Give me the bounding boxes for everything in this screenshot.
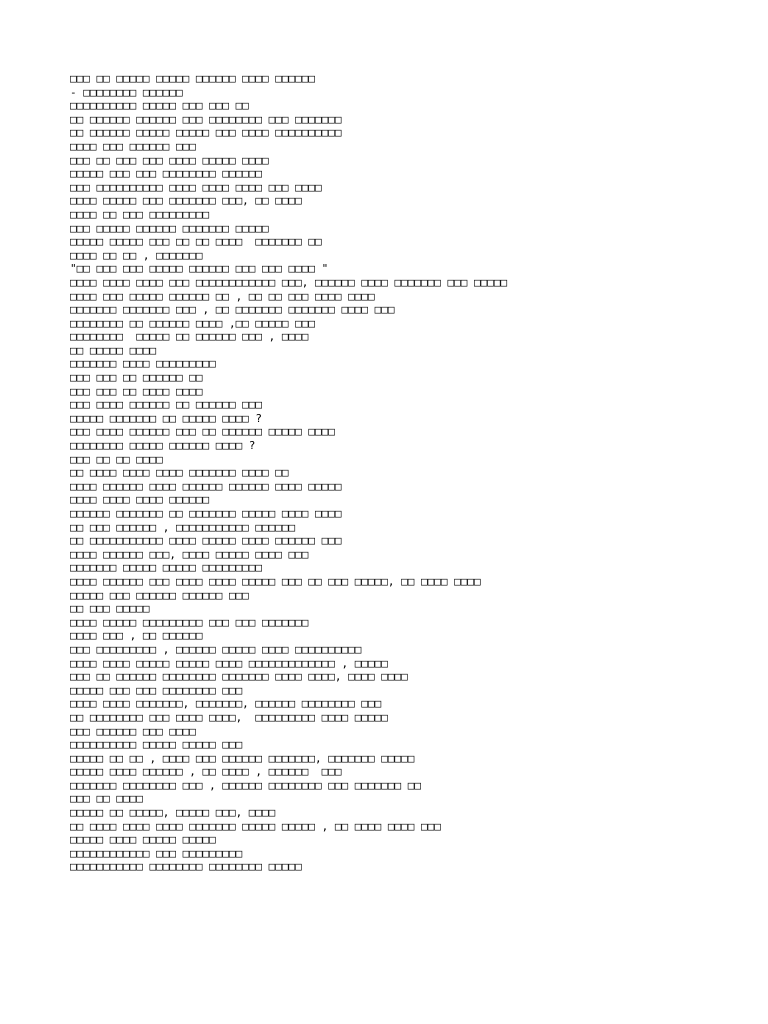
text-line: □□□□ □□□ □□□□□ □□□□□□ □□ , □□ □□ □□□ □□□□ □□□□	[70, 289, 375, 303]
text-line: □□□□ □□□ □□□□□□ □□□	[70, 139, 196, 153]
text-line: □□□□ □□□□□□ □□□ □□□□ □□□□ □□□□□ □□□ □□ □□□ □□□□□, □□ □□□□ □□□□	[70, 574, 481, 588]
text-line: □□□□ □□□□ □□□□□ □□□□□ □□□□ □□□□□□□□□□□□□ , □□□□□	[70, 656, 388, 670]
text-line: □□□□ □□□□ □□□□ □□□□□□	[70, 493, 210, 507]
text-line: □□□ □□□□ □□□□□□ □□□ □□ □□□□□□ □□□□□ □□□□	[70, 425, 335, 439]
text-line: □□□ □□ □□□ □□□ □□□□ □□□□□ □□□□	[70, 153, 269, 167]
text-line: □□□ □□□ □□ □□□□ □□□□	[70, 384, 203, 398]
text-line: □□□□□ □□□□□□□ □□ □□□□□ □□□□ ?	[70, 411, 263, 425]
text-line: □□□□ □□□□ □□□□□□□, □□□□□□□, □□□□□□ □□□□□□□□ □□□	[70, 697, 382, 711]
text-line: □□ □□□□ □□□□ □□□□ □□□□□□□ □□□□ □□	[70, 466, 289, 480]
text-line: □□ □□□□□□ □□□□□ □□□□□ □□□ □□□□ □□□□□□□□□□	[70, 126, 342, 140]
text-line: □□□ □□□□□ □□□□□□ □□□□□□□ □□□□□	[70, 221, 269, 235]
text-line: □□□ □□ □□□□□□ □□□□□□□□ □□□□□□□ □□□□ □□□□, □□□□ □□□□	[70, 670, 408, 684]
text-line: □□ □□□□□□ □□□□□□ □□□ □□□□□□□□ □□□ □□□□□□□	[70, 112, 342, 126]
text-line: □□□ □□□□ □□□□□□ □□ □□□□□□ □□□	[70, 398, 263, 412]
text-line: □□□ □□ □□ □□□□	[70, 452, 163, 466]
document-text	[70, 72, 740, 874]
text-line: □□□□ □□□ , □□ □□□□□□	[70, 629, 203, 643]
text-line: □□□□□ □□ □□□□□, □□□□□ □□□, □□□□	[70, 806, 276, 820]
text-line: □□□□ □□□□ □□□□ □□□ □□□□□□□□□□□□ □□□, □□□□□□ □□□□ □□□□□□□ □□□ □□□□□	[70, 275, 508, 289]
text-line: □□□□ □□□□□ □□□□□□□□□ □□□ □□□ □□□□□□□	[70, 615, 309, 629]
text-line: □□□□□□□□□□ □□□□□ □□□□□ □□□	[70, 738, 243, 752]
text-line: □□□ □□ □□□□	[70, 792, 143, 806]
text-line: □□□ □□□□□□ □□□ □□□□	[70, 724, 196, 738]
text-line: □□□ □□□□□□□□□ , □□□□□□ □□□□□ □□□□ □□□□□□□□□□	[70, 642, 362, 656]
text-line: □□□□□□□□□□□□ □□□ □□□□□□□□□	[70, 846, 243, 860]
text-line: □□□□ □□□□□□ □□□, □□□□ □□□□□ □□□□ □□□	[70, 547, 309, 561]
text-line: □□□□ □□□□□□ □□□□ □□□□□□ □□□□□□ □□□□ □□□□□	[70, 479, 342, 493]
text-line: □□ □□□□□□□□□□□ □□□□ □□□□□ □□□□ □□□□□□ □□□	[70, 534, 342, 548]
text-line: □□□□□□□ □□□□□□□ □□□ , □□ □□□□□□□ □□□□□□□ □□□□ □□□	[70, 303, 395, 317]
text-line: □□ □□□□ □□□□ □□□□ □□□□□□□ □□□□□ □□□□□ , □□ □□□□ □□□□ □□□	[70, 819, 441, 833]
text-line: □□□□□□□□ □□□□□ □□□□□□ □□□□ ?	[70, 439, 256, 453]
text-line: □□□□□□□ □□□□□□□□ □□□ , □□□□□□ □□□□□□□□ □□□ □□□□□□□ □□	[70, 778, 421, 792]
text-line: □□□□□ □□□□□ □□□ □□ □□ □□□□ □□□□□□□ □□	[70, 235, 322, 249]
text-line: □□ □□□ □□□□□□ , □□□□□□□□□□□ □□□□□□	[70, 520, 296, 534]
text-line: □□□□□□□□ □□□□□ □□ □□□□□□ □□□ , □□□□	[70, 330, 309, 344]
text-line: □□□□□ □□□□ □□□□□ □□□□□	[70, 833, 216, 847]
text-line: □□□□□ □□ □□ , □□□□ □□□ □□□□□□ □□□□□□□, □□□□□□□ □□□□□	[70, 751, 415, 765]
text-line: □□□□ □□ □□□ □□□□□□□□□	[70, 207, 210, 221]
text-line: □□□□□□□□□□ □□□□□ □□□ □□□ □□	[70, 99, 249, 113]
text-line: □□□ □□ □□□□□ □□□□□ □□□□□□ □□□□ □□□□□□	[70, 72, 316, 85]
text-line: - □□□□□□□□ □□□□□□	[70, 85, 183, 99]
text-line: □□□□ □□ □□ , □□□□□□□	[70, 248, 203, 262]
text-line: □□□□□□□□□□□ □□□□□□□□ □□□□□□□□ □□□□□	[70, 860, 302, 874]
text-line: □□□□□ □□□ □□□ □□□□□□□□ □□□	[70, 683, 243, 697]
text-line: □□□□□ □□□□ □□□□□□ , □□ □□□□ , □□□□□□ □□□	[70, 765, 342, 779]
text-line: □□□ □□□ □□ □□□□□□ □□	[70, 371, 203, 385]
text-line: □□□□□□ □□□□□□□ □□ □□□□□□□ □□□□□ □□□□ □□□□	[70, 507, 342, 520]
text-line: □□□□□□□□ □□ □□□□□□ □□□□ ,□□ □□□□□ □□□	[70, 316, 316, 330]
text-line: □□□□□□□ □□□□□ □□□□□ □□□□□□□□□	[70, 561, 263, 575]
text-line: □□ □□□□□□□□ □□□ □□□□ □□□□, □□□□□□□□□ □□□□ □□□□□	[70, 710, 388, 724]
text-line: □□ □□□ □□□□□	[70, 602, 150, 616]
text-line: □□□ □□□□□□□□□□ □□□□ □□□□ □□□□ □□□ □□□□	[70, 180, 322, 194]
text-line: "□□ □□□ □□□ □□□□□ □□□□□□ □□□ □□□ □□□□ "	[70, 262, 329, 276]
text-line: □□□□□□□ □□□□ □□□□□□□□□	[70, 357, 216, 371]
text-line: □□□□ □□□□□ □□□ □□□□□□□ □□□, □□ □□□□	[70, 194, 302, 208]
text-line: □□ □□□□□ □□□□	[70, 343, 157, 357]
text-line: □□□□□ □□□ □□□□□□ □□□□□□ □□□	[70, 588, 249, 602]
text-line: □□□□□ □□□ □□□ □□□□□□□□ □□□□□□	[70, 167, 263, 181]
